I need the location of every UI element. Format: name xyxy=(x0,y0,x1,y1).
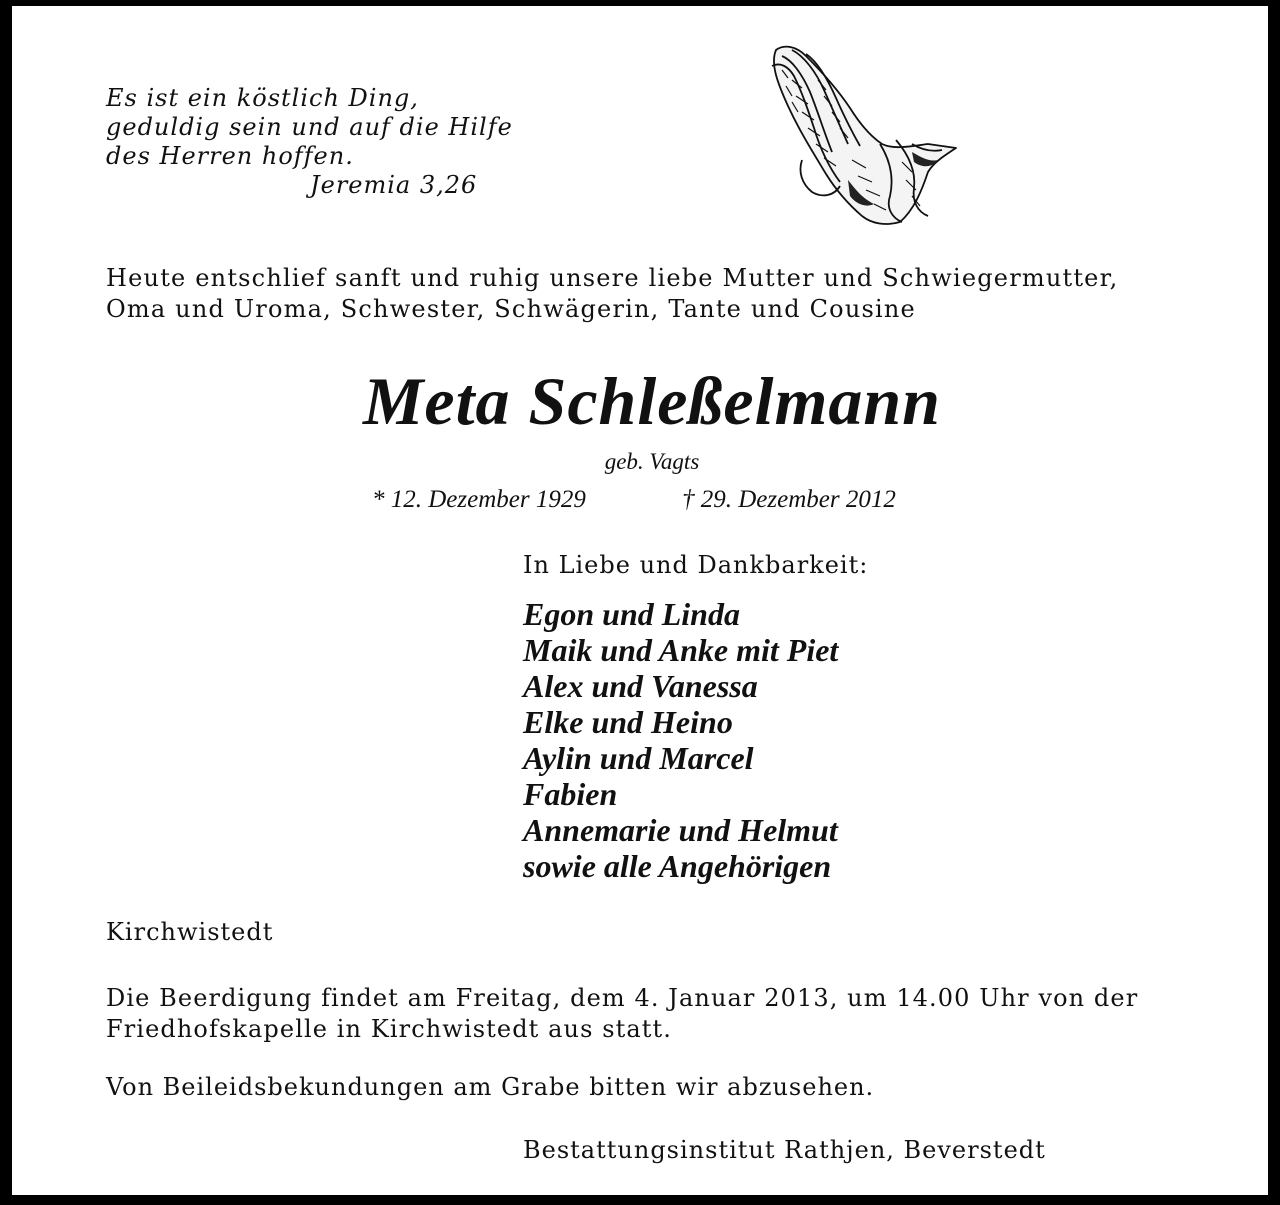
funeral-line: Die Beerdigung findet am Freitag, dem 4. Januar 2013, um 14.00 Uhr von der xyxy=(106,984,1139,1012)
deceased-name: Meta Schleßelmann xyxy=(362,363,942,439)
funeral-line: Friedhofskapelle in Kirchwistedt aus statt. xyxy=(106,1015,673,1043)
place-name: Kirchwistedt xyxy=(106,918,274,946)
mourner-name: Maik und Anke mit Piet xyxy=(523,632,839,668)
mourners-list xyxy=(523,596,838,884)
mourner-name: Elke und Heino xyxy=(523,704,733,740)
mourner-name: Annemarie und Helmut xyxy=(523,812,838,848)
verse-line: des Herren hoffen. xyxy=(106,142,354,170)
verse-line: Es ist ein köstlich Ding, xyxy=(106,84,419,112)
announcement-line: Oma und Uroma, Schwester, Schwägerin, Tante und Cousine xyxy=(106,295,916,323)
announcement-text xyxy=(106,263,1118,325)
maiden-name: geb. Vagts xyxy=(604,449,700,474)
mourner-name: Egon und Linda xyxy=(523,596,740,632)
announcement-line: Heute entschlief sanft und ruhig unsere liebe Mutter und Schwiegermutter, xyxy=(106,264,1119,292)
mourner-name: Alex und Vanessa xyxy=(523,668,758,704)
death-date: † 29. Dezember 2012 xyxy=(682,486,896,513)
mourner-name: Fabien xyxy=(523,776,618,812)
gratitude-intro: In Liebe und Dankbarkeit: xyxy=(523,551,869,579)
bible-verse xyxy=(106,84,513,171)
mourner-name: sowie alle Angehörigen xyxy=(523,848,832,884)
verse-reference: Jeremia 3,26 xyxy=(310,171,478,199)
verse-line: geduldig sein und auf die Hilfe xyxy=(106,113,513,141)
undertaker: Bestattungsinstitut Rathjen, Beverstedt xyxy=(523,1136,1046,1164)
mourner-name: Aylin und Marcel xyxy=(523,740,754,776)
condolence-note: Von Beileidsbekundungen am Grabe bitten wir abzusehen. xyxy=(106,1073,875,1101)
praying-hands-icon xyxy=(762,40,962,230)
funeral-info xyxy=(106,983,1138,1045)
birth-date: * 12. Dezember 1929 xyxy=(372,486,586,513)
